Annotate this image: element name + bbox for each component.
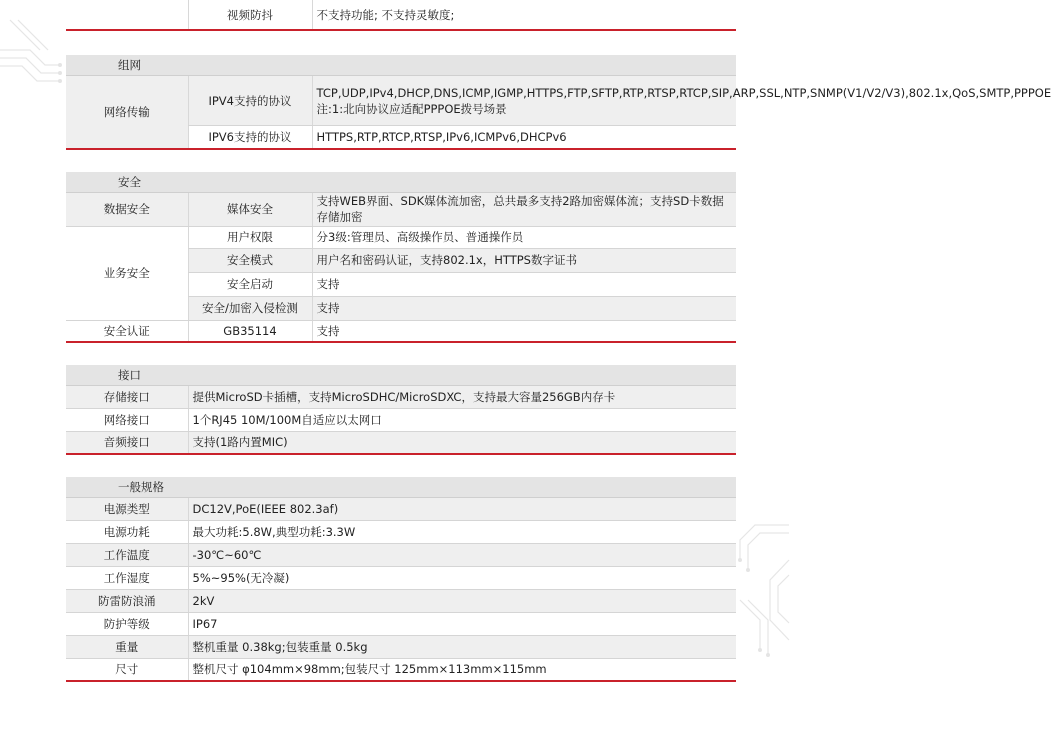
section-title-network: 组网 [66, 55, 736, 76]
row-label: IPV4支持的协议 [188, 76, 312, 126]
section-header [66, 365, 736, 386]
row-value: 用户名和密码认证，支持802.1x，HTTPS数字证书 [312, 248, 736, 272]
table-row [66, 658, 736, 681]
row-value: 整机尺寸 φ104mm×98mm;包装尺寸 125mm×113mm×115mm [188, 658, 736, 681]
row-value: 提供MicroSD卡插槽，支持MicroSDHC/MicroSDXC，支持最大容量256GB内存卡 [188, 386, 736, 409]
table-row [66, 409, 736, 432]
table-row [66, 432, 736, 454]
section-title-interfaces: 接口 [66, 365, 736, 386]
row-label: 防雷防浪涌 [66, 589, 188, 612]
row-label: 用户权限 [188, 226, 312, 248]
row-label: IPV6支持的协议 [188, 126, 312, 149]
row-value: HTTPS,RTP,RTCP,RTSP,IPv6,ICMPv6,DHCPv6 [312, 126, 736, 149]
table-row [66, 386, 736, 409]
row-value: 整机重量 0.38kg;包装重量 0.5kg [188, 635, 736, 658]
row-value: 分3级:管理员、高级操作员、普通操作员 [312, 226, 736, 248]
group-label: 数据安全 [66, 192, 188, 226]
row-value: TCP,UDP,IPv4,DHCP,DNS,ICMP,IGMP,HTTPS,FTP,SFTP,RTP,RTSP,RTCP,SIP,ARP,SSL,NTP,SNMP(V1/V2/V3),802.1x,QoS,SMTP,PPPOE 注:1:北向协议应适配PPPOE拨号场景 [312, 76, 736, 126]
row-label: 防护等级 [66, 612, 188, 635]
row-value: 2kV [188, 589, 736, 612]
group-label: 安全认证 [66, 320, 188, 342]
row-value: 支持 [312, 272, 736, 296]
row-label: 尺寸 [66, 658, 188, 681]
table-row [66, 589, 736, 612]
row-label: 音频接口 [66, 432, 188, 454]
row-value: IP67 [188, 612, 736, 635]
row-label: 安全模式 [188, 248, 312, 272]
table-row [66, 543, 736, 566]
row-label: 网络接口 [66, 409, 188, 432]
row-label: 重量 [66, 635, 188, 658]
video-table [66, 0, 736, 31]
row-value: 支持(1路内置MIC) [188, 432, 736, 454]
section-title-general: 一般规格 [66, 477, 736, 498]
section-header [66, 172, 736, 193]
row-label: 电源功耗 [66, 520, 188, 543]
row-value: -30℃~60℃ [188, 543, 736, 566]
row-value: 5%~95%(无冷凝) [188, 566, 736, 589]
row-value: DC12V,PoE(IEEE 802.3af) [188, 497, 736, 520]
table-row [66, 566, 736, 589]
row-value: 1个RJ45 10M/100M自适应以太网口 [188, 409, 736, 432]
row-label: 视频防抖 [188, 0, 312, 30]
row-label: 媒体安全 [188, 192, 312, 226]
table-row [66, 497, 736, 520]
group-label: 网络传输 [66, 76, 188, 149]
section-header [66, 477, 736, 498]
row-value: 支持 [312, 296, 736, 320]
row-label: 安全启动 [188, 272, 312, 296]
table-row [66, 612, 736, 635]
table-row [66, 226, 736, 248]
general-table [66, 477, 736, 683]
row-value: 支持WEB界面、SDK媒体流加密，总共最多支持2路加密媒体流；支持SD卡数据存储加密 [312, 192, 736, 226]
row-value: 最大功耗:5.8W,典型功耗:3.3W [188, 520, 736, 543]
row-value: 不支持功能; 不支持灵敏度; [312, 0, 736, 30]
row-label: 电源类型 [66, 497, 188, 520]
table-row [66, 76, 736, 126]
table-row [66, 635, 736, 658]
section-title-security: 安全 [66, 172, 736, 193]
group-label: 业务安全 [66, 226, 188, 320]
row-value: 支持 [312, 320, 736, 342]
table-row [66, 320, 736, 342]
row-label: GB35114 [188, 320, 312, 342]
table-row [66, 0, 736, 30]
network-table [66, 55, 1051, 150]
row-label: 工作湿度 [66, 566, 188, 589]
row-label: 工作温度 [66, 543, 188, 566]
row-label: 存储接口 [66, 386, 188, 409]
interfaces-table [66, 365, 736, 455]
table-row [66, 520, 736, 543]
spec-sheet [66, 0, 1051, 682]
section-header [66, 55, 736, 76]
security-table [66, 172, 736, 344]
row-label: 安全/加密入侵检测 [188, 296, 312, 320]
table-row [66, 192, 736, 226]
